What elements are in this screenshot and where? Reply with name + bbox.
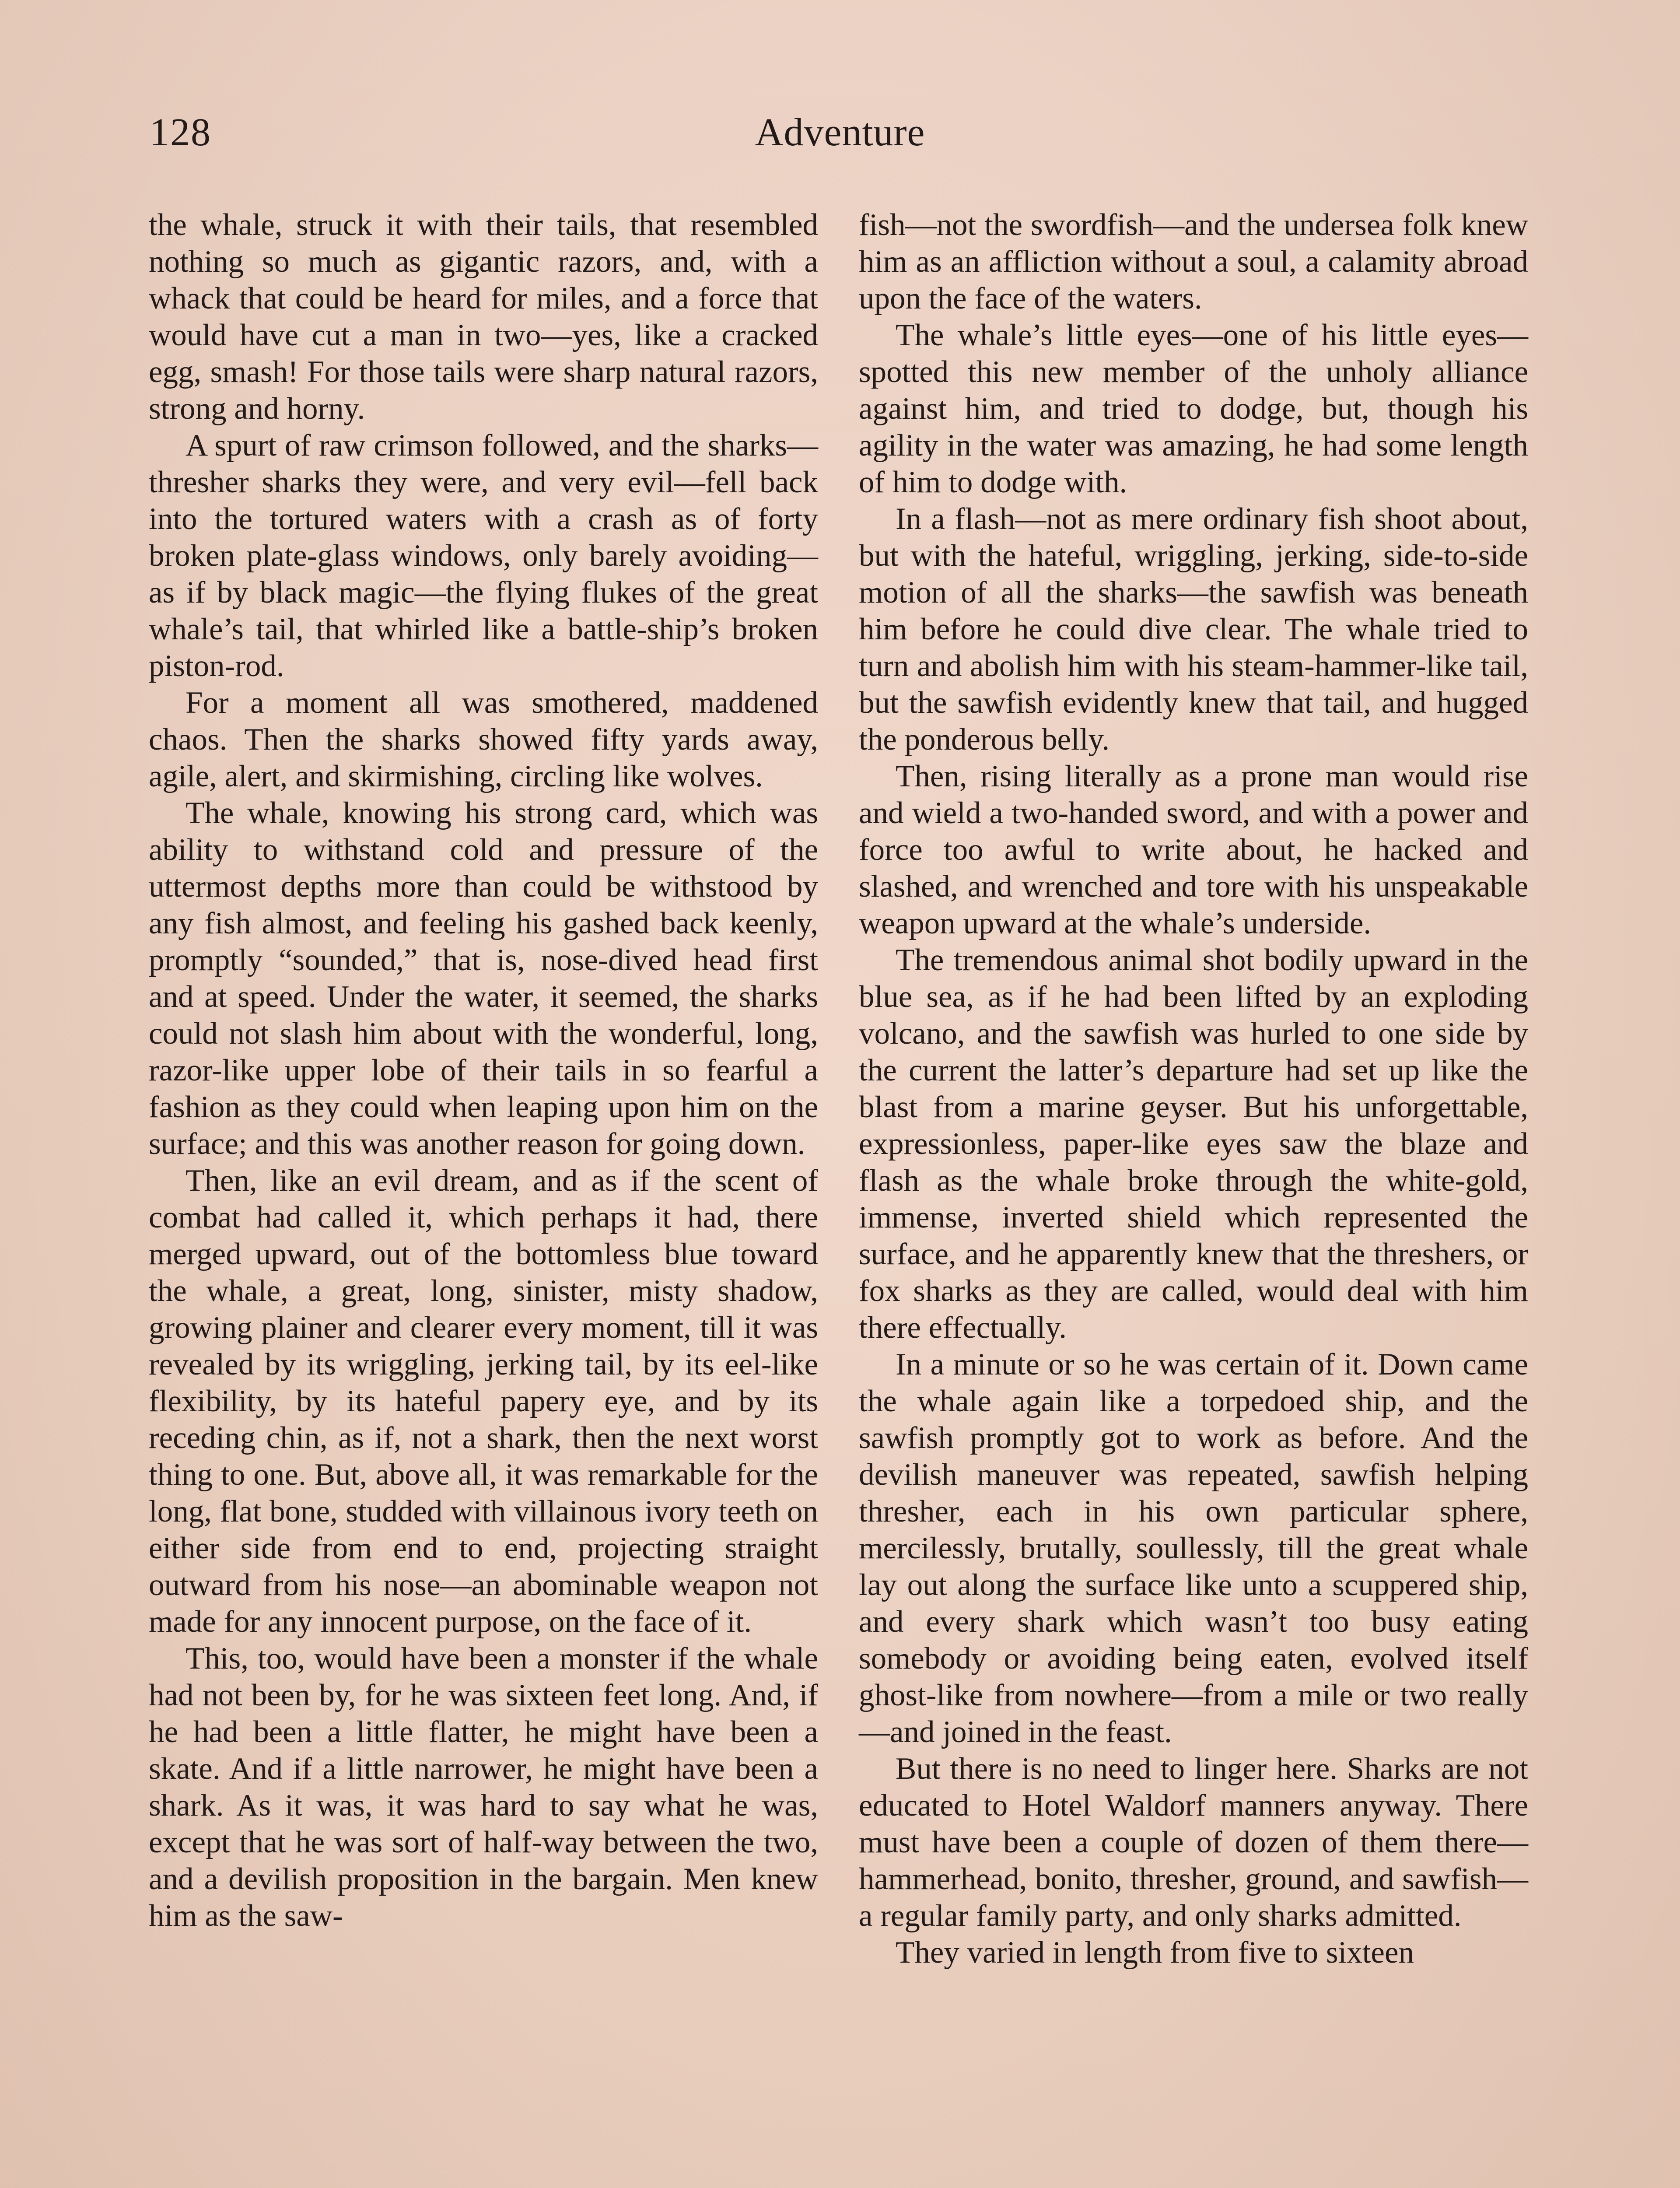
paragraph: For a moment all was smothered, maddened chaos. Then the sharks showed fifty yards away, agile, alert, and skirmishing, circling like wolves. [149,686,818,793]
running-head: Adventure [755,111,925,154]
paragraph: Then, like an evil dream, and as if the scent of combat had called it, which perhaps it had, there merged upward, out of the bottomless blue toward the whale, a great, long, sinister, misty shadow, growing plainer and clearer every moment, till it was revealed by its wriggling, jerking tail, by its eel-like flexibility, by its hateful papery eye, and by its receding chin, as if, not a shark, then the next worst thing to one. But, above all, it was remarkable for the long, flat bone, studded with villainous ivory teeth on either side from end to end, projecting straight outward from his nose—an abominable weapon not made for any innocent purpose, on the face of it. [149,1164,818,1639]
left-column [149,207,818,1934]
paragraph: They varied in length from five to sixteen [896,1936,1414,1970]
paragraph: This, too, would have been a monster if the whale had not been by, for he was sixteen feet long. And, if he had been a little flatter, he might have been a skate. And if a little narrower, he might have been a shark. As it was, it was hard to say what he was, except that he was sort of half-way between the two, and a devilish proposition in the bargain. Men knew him as the saw- [149,1641,818,1933]
paragraph: But there is no need to linger here. Sharks are not educated to Hotel Waldorf manners anyway. There must have been a couple of dozen of them there—hammerhead, bonito, thresher, ground, and sawfish—a regular family party, and only sharks admitted. [859,1752,1528,1933]
page-number: 128 [150,111,211,154]
paragraph: In a flash—not as mere ordinary fish shoot about, but with the hateful, wriggling, jerking, side-to-side motion of all the sharks—the sawfish was beneath him before he could dive clear. The whale tried to turn and abolish him with his steam-hammer-like tail, but the sawfish evidently knew that tail, and hugged the ponderous belly. [859,502,1528,757]
paragraph: In a minute or so he was certain of it. Down came the whale again like a torpedoed ship, and the sawfish promptly got to work as before. And the devilish maneuver was repeated, sawfish helping thresher, each in his own particular sphere, mercilessly, brutally, soullessly, till the great whale lay out along the surface like unto a scuppered ship, and every shark which wasn’t too busy eating somebody or avoiding being eaten, evolved itself ghost-like from nowhere—from a mile or two really—and joined in the feast. [859,1347,1528,1749]
paragraph: fish—not the swordfish—and the undersea folk knew him as an affliction without a soul, a calamity abroad upon the face of the waters. [859,208,1528,316]
right-column [859,207,1528,1971]
paragraph: A spurt of raw crimson followed, and the sharks—thresher sharks they were, and very evil—fell back into the tortured waters with a crash as of forty broken plate-glass windows, only barely avoiding—as if by black magic—the flying flukes of the great whale’s tail, that whirled like a battle-ship’s broken piston-rod. [149,428,818,683]
paragraph: the whale, struck it with their tails, that resembled nothing so much as gigantic razors, and, with a whack that could be heard for miles, and a force that would have cut a man in two—yes, like a cracked egg, smash! For those tails were sharp natural razors, strong and horny. [149,208,818,426]
paragraph: The tremendous animal shot bodily upward in the blue sea, as if he had been lifted by an exploding volcano, and the sawfish was hurled to one side by the current the latter’s departure had set up like the blast from a marine geyser. But his unforgettable, expressionless, paper-like eyes saw the blaze and flash as the whale broke through the white-gold, immense, inverted shield which represented the surface, and he apparently knew that the threshers, or fox sharks as they are called, would deal with him there effectually. [859,943,1528,1345]
paragraph: The whale, knowing his strong card, which was ability to withstand cold and pressure of the uttermost depths more than could be withstood by any fish almost, and feeling his gashed back keenly, promptly “sounded,” that is, nose-dived head first and at speed. Under the water, it seemed, the sharks could not slash him about with the wonderful, long, razor-like upper lobe of their tails in so fearful a fashion as they could when leaping upon him on the surface; and this was another reason for going down. [149,796,818,1161]
paragraph: Then, rising literally as a prone man would rise and wield a two-handed sword, and with a power and force too awful to write about, he hacked and slashed, and wrenched and tore with his unspeakable weapon upward at the whale’s underside. [859,759,1528,940]
paragraph: The whale’s little eyes—one of his little eyes—spotted this new member of the unholy alliance against him, and tried to dodge, but, though his agility in the water was amazing, he had some length of him to dodge with. [859,318,1528,499]
